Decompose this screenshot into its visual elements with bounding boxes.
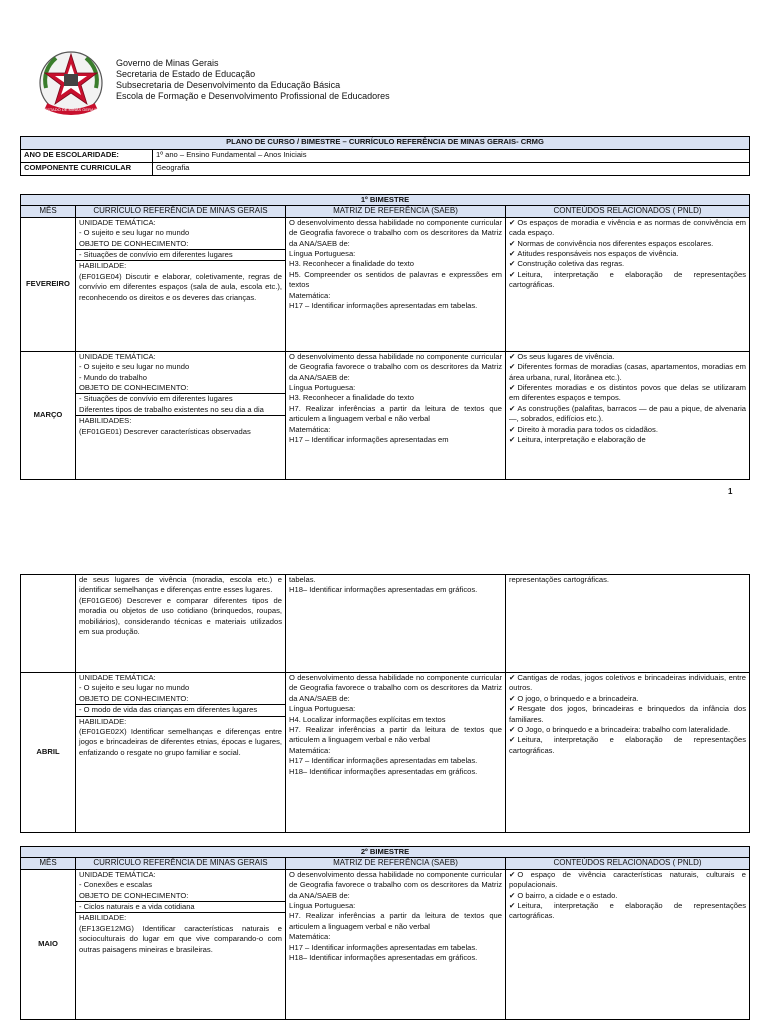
table-row <box>21 869 750 1019</box>
unidade-label: UNIDADE TEMÁTICA: <box>79 217 156 227</box>
habilidade-value: (EF01GE06) Descrever e comparar diferentes tipos de moradia ou objetos de uso cotidiano (brinquedos, roupas, mobiliários), considerando técnicas e materiais utilizados em sua produção. <box>79 595 282 637</box>
habilidade-value: (EF01GE01) Descrever características observadas <box>79 426 251 436</box>
matriz-cell <box>286 575 506 673</box>
month-marco: MARÇO <box>21 351 76 479</box>
unidade-value: - Mundo do trabalho <box>79 372 147 382</box>
organization-lines <box>116 58 390 102</box>
descriptor-h7: H7. Realizar inferências a partir da leitura de textos que articulem a linguagem verbal e não verbal <box>289 403 502 424</box>
unidade-value: - O sujeito e seu lugar no mundo <box>79 362 190 372</box>
org-line-secretaria: Secretaria de Estado de Educação <box>116 69 256 79</box>
habilidade-value: (EF01GE02X) Identificar semelhanças e diferenças entre jogos e brincadeiras de diferentes etnias, épocas e lugares, enfatizando o resgate no grupo familiar e social. <box>79 727 282 757</box>
matriz-cell <box>286 217 506 351</box>
objeto-value: Diferentes tipos de trabalho existentes no seu dia a dia <box>79 404 264 414</box>
descriptor-h18: H18– Identificar informações apresentadas em gráficos. <box>289 766 478 776</box>
habilidade-label: HABILIDADES: <box>76 415 285 426</box>
list-item: ✔ Atitudes responsáveis nos espaços de vivência. <box>509 249 679 259</box>
list-item: ✔ As construções (palafitas, barracos — de pau a pique, de alvenaria —, sobrados, edifícios etc.). <box>509 403 746 424</box>
conteudos-cell: representações cartográficas. <box>506 575 750 673</box>
conteudos-cell <box>506 217 750 351</box>
list-item: ✔ Os espaços de moradia e vivência e as normas de convivência em cada espaço. <box>509 217 746 238</box>
unidade-label: UNIDADE TEMÁTICA: <box>79 351 156 361</box>
svg-text:ESTADO DE MINAS GERAIS: ESTADO DE MINAS GERAIS <box>44 107 98 112</box>
curriculo-cell <box>76 673 286 833</box>
unidade-label: UNIDADE TEMÁTICA: <box>79 869 156 879</box>
plan-info-table <box>20 136 750 176</box>
mat-label: Matemática: <box>289 424 331 434</box>
ano-value: 1º ano – Ensino Fundamental – Anos Iniciais <box>153 150 750 163</box>
matriz-cell <box>286 673 506 833</box>
matriz-intro: O desenvolvimento dessa habilidade no componente curricular de Geografia favorece o trabalho com os descritores da Matriz da ANA/SAEB de: <box>289 869 502 900</box>
org-line-subsecretaria: Subsecretaria de Desenvolvimento da Educação Básica <box>116 80 341 90</box>
list-item: ✔ O bairro, a cidade e o estado. <box>509 890 618 900</box>
habilidade-continued: de seus lugares de vivência (moradia, escola etc.) e identificar semelhanças e diferenças entre esses lugares. <box>79 575 282 595</box>
objeto-value: - O modo de vida das crianças em diferentes lugares <box>76 704 285 715</box>
continuation-table <box>20 574 750 833</box>
minas-gerais-seal-icon <box>36 48 106 118</box>
mat-label: Matemática: <box>289 745 331 755</box>
list-item: ✔ Diferentes moradias e os distintos povos que delas se utilizaram em diferentes espaços e tempos. <box>509 383 746 403</box>
componente-value: Geografia <box>153 163 750 176</box>
col-curriculo: CURRÍCULO REFERÊNCIA DE MINAS GERAIS <box>76 858 286 869</box>
ano-label: ANO DE ESCOLARIDADE: <box>21 150 153 163</box>
descriptor-h17: H17 – Identificar informações apresentadas em <box>289 435 449 445</box>
month-empty <box>21 575 76 673</box>
col-curriculo: CURRÍCULO REFERÊNCIA DE MINAS GERAIS <box>76 206 286 217</box>
month-abril: ABRIL <box>21 673 76 833</box>
bimestre1-table <box>20 194 750 480</box>
mat-label: Matemática: <box>289 932 331 942</box>
descriptor-h17: H17 – Identificar informações apresentadas em tabelas. <box>289 756 478 766</box>
unidade-label: UNIDADE TEMÁTICA: <box>79 673 156 682</box>
descriptor-h7: H7. Realizar inferências a partir da leitura de textos que articulem a linguagem verbal e não verbal <box>289 725 502 745</box>
matriz-cell <box>286 351 506 479</box>
lp-label: Língua Portuguesa: <box>289 383 356 393</box>
month-fevereiro: FEVEREIRO <box>21 217 76 351</box>
col-conteudos: CONTEÚDOS RELACIONADOS ( PNLD) <box>506 206 750 217</box>
letterhead <box>36 48 736 118</box>
plan-title: PLANO DE CURSO / BIMESTRE – CURRÍCULO REFERÊNCIA DE MINAS GERAIS- CRMG <box>21 137 750 150</box>
bimestre2-table <box>20 846 750 1020</box>
descriptor-h18: H18– Identificar informações apresentadas em gráficos. <box>289 585 478 595</box>
componente-label: COMPONENTE CURRICULAR <box>21 163 153 176</box>
curriculo-cell <box>76 217 286 351</box>
col-matriz: MATRIZ DE REFERÊNCIA (SAEB) <box>286 206 506 217</box>
objeto-value: - Situações de convívio em diferentes lugares <box>76 249 285 260</box>
table-row <box>21 217 750 351</box>
objeto-value: - Situações de convívio em diferentes lugares <box>76 393 285 404</box>
month-maio: MAIO <box>21 869 76 1019</box>
list-item: ✔ O jogo, o brinquedo e a brincadeira. <box>509 693 639 703</box>
list-item: ✔ Resgate dos jogos, brincadeiras e brinquedos da infância dos familiares. <box>509 704 746 724</box>
conteudos-cell <box>506 351 750 479</box>
descriptor-h17: H17 – Identificar informações apresentadas em tabelas. <box>289 942 478 952</box>
table-row <box>21 575 750 673</box>
list-item: ✔ Os seus lugares de vivência. <box>509 351 615 361</box>
habilidade-value: (EF13GE12MG) Identificar características naturais e socioculturais do lugar em que vive comparando-o com outras paisagens mineiras e brasileiras. <box>79 923 282 954</box>
descriptor-h7: H7. Realizar inferências a partir da leitura de textos que articulem a linguagem verbal e não verbal <box>289 911 502 931</box>
list-item: ✔ Direito à moradia para todos os cidadãos. <box>509 424 658 434</box>
descriptor-h17: H17 – Identificar informações apresentadas em tabelas. <box>289 301 478 311</box>
curriculo-cell <box>76 575 286 673</box>
list-item: ✔ Leitura, interpretação e elaboração de representações cartográficas. <box>509 269 746 290</box>
list-item: ✔ O espaço de vivência características naturais, culturais e populacionais. <box>509 869 746 890</box>
col-matriz: MATRIZ DE REFERÊNCIA (SAEB) <box>286 858 506 869</box>
unidade-value: - O sujeito e seu lugar no mundo <box>79 683 190 693</box>
col-conteudos: CONTEÚDOS RELACIONADOS ( PNLD) <box>506 858 750 869</box>
table-row <box>21 351 750 479</box>
bimestre2-title: 2º BIMESTRE <box>21 847 750 858</box>
matriz-intro: O desenvolvimento dessa habilidade no componente curricular de Geografia favorece o trabalho com os descritores da Matriz da ANA/SAEB de: <box>289 217 502 248</box>
conteudos-cell <box>506 673 750 833</box>
unidade-value: - Conexões e escalas <box>79 880 153 890</box>
col-mes: MÊS <box>21 858 76 869</box>
descriptor-h17-continued: tabelas. <box>289 575 316 584</box>
unidade-value: - O sujeito e seu lugar no mundo <box>79 228 190 238</box>
descriptor-h3: H3. Reconhecer a finalidade do texto <box>289 259 414 269</box>
descriptor-h18: H18– Identificar informações apresentadas em gráficos. <box>289 953 478 963</box>
table-row <box>21 673 750 833</box>
col-mes: MÊS <box>21 206 76 217</box>
list-item: ✔ Normas de convivência nos diferentes espaços escolares. <box>509 238 714 248</box>
objeto-label: OBJETO DE CONHECIMENTO: <box>79 890 189 900</box>
habilidade-value: (EF01GE04) Discutir e elaborar, coletivamente, regras de convívio em diferentes espaços (sala de aula, escola etc.), reconhecendo os direitos e os deveres das crianças. <box>79 271 282 302</box>
habilidade-label: HABILIDADE: <box>76 716 285 727</box>
objeto-value: - Ciclos naturais e a vida cotidiana <box>76 901 285 912</box>
list-item: ✔ Leitura, interpretação e elaboração de <box>509 435 646 445</box>
habilidade-label: HABILIDADE: <box>76 260 285 271</box>
objeto-label: OBJETO DE CONHECIMENTO: <box>79 383 189 393</box>
bimestre1-title: 1º BIMESTRE <box>21 195 750 206</box>
list-item: ✔ Construção coletiva das regras. <box>509 259 625 269</box>
lp-label: Língua Portuguesa: <box>289 901 356 911</box>
list-item: ✔ O Jogo, o brinquedo e a brincadeira: trabalho com lateralidade. <box>509 725 731 735</box>
descriptor-h4: H4. Localizar informações explícitas em textos <box>289 714 446 724</box>
conteudos-cell <box>506 869 750 1019</box>
objeto-label: OBJETO DE CONHECIMENTO: <box>79 238 189 248</box>
curriculo-cell <box>76 869 286 1019</box>
list-item: ✔ Diferentes formas de moradias (casas, apartamentos, moradias em área urbana, rural, litorânea etc.). <box>509 362 746 382</box>
org-line-governo: Governo de Minas Gerais <box>116 58 219 68</box>
list-item: ✔ Leitura, interpretação e elaboração de representações cartográficas. <box>509 735 746 755</box>
org-line-escola: Escola de Formação e Desenvolvimento Profissional de Educadores <box>116 91 390 101</box>
matriz-intro: O desenvolvimento dessa habilidade no componente curricular de Geografia favorece o trabalho com os descritores da Matriz da ANA/SAEB de: <box>289 351 502 382</box>
habilidade-label: HABILIDADE: <box>76 912 285 923</box>
lp-label: Língua Portuguesa: <box>289 249 356 259</box>
curriculo-cell <box>76 351 286 479</box>
page-number: 1 <box>728 487 733 496</box>
descriptor-h5: H5. Compreender os sentidos de palavras e expressões em textos <box>289 269 502 290</box>
mat-label: Matemática: <box>289 290 331 300</box>
objeto-label: OBJETO DE CONHECIMENTO: <box>79 693 189 703</box>
matriz-cell <box>286 869 506 1019</box>
matriz-intro: O desenvolvimento dessa habilidade no componente curricular de Geografia favorece o trabalho com os descritores da Matriz da ANA/SAEB de: <box>289 673 502 703</box>
list-item: ✔ Leitura, interpretação e elaboração de representações cartográficas. <box>509 901 746 921</box>
lp-label: Língua Portuguesa: <box>289 704 356 714</box>
list-item: ✔ Cantigas de rodas, jogos coletivos e brincadeiras individuais, entre outros. <box>509 673 746 693</box>
descriptor-h3: H3. Reconhecer a finalidade do texto <box>289 393 414 403</box>
